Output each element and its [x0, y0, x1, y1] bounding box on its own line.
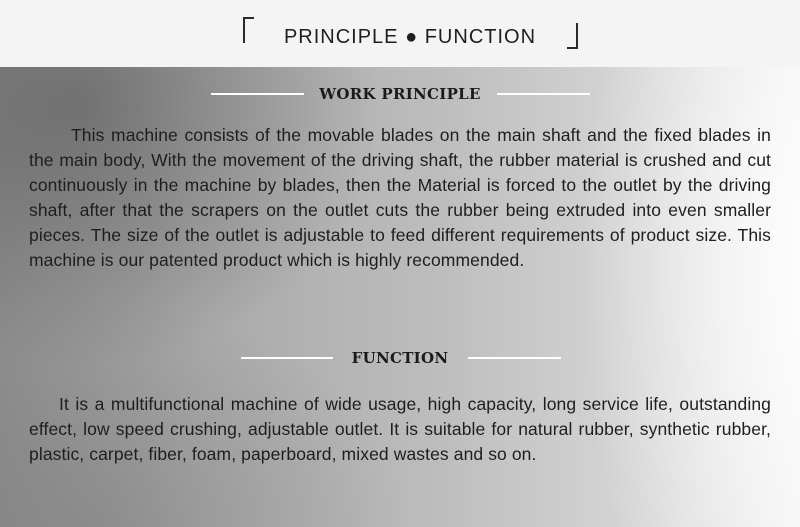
work-principle-heading — [0, 84, 800, 104]
function-paragraph: It is a multifunctional machine of wide usage, high capacity, long service life, outstanding effect, low speed crushing, adjustable outlet. It is suitable for natural rubber, synthetic rubber, plastic, carpet, fiber, foam, paperboard, mixed wastes and so on. — [29, 394, 771, 464]
header-title: PRINCIPLE ● FUNCTION — [283, 26, 537, 48]
function-heading-text: FUNCTION — [351, 349, 449, 367]
function-heading — [0, 348, 800, 368]
left-corner-bracket — [243, 17, 254, 43]
right-corner-bracket — [567, 23, 578, 49]
header-banner — [0, 0, 800, 67]
heading-rule-right — [468, 357, 561, 359]
heading-rule-right — [497, 93, 590, 95]
work-principle-paragraph: This machine consists of the movable blades on the main shaft and the fixed blades in the main body, With the movement of the driving shaft, the rubber material is crushed and cut continuously in the machine by blades, then the Material is forced to the outlet by the driving shaft, after that the scrapers on the outlet cuts the rubber being extruded into even smaller pieces. The size of the outlet is adjustable to feed different requirements of product size. This machine is our patented product which is highly recommended. — [29, 125, 771, 270]
content-panel — [0, 67, 800, 527]
work-principle-heading-text: WORK PRINCIPLE — [319, 85, 481, 103]
